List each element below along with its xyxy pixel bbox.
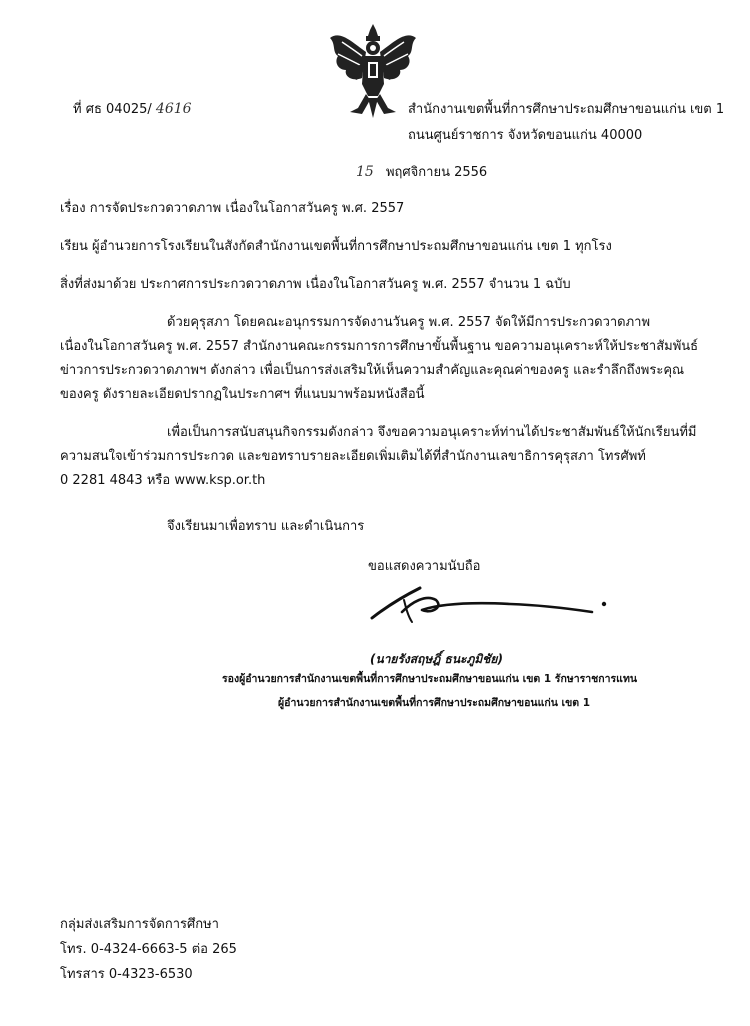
footer-phone: โทร. 0-4324-6663-5 ต่อ 265: [60, 942, 237, 957]
footer-fax: โทรสาร 0-4323-6530: [60, 967, 193, 982]
body-paragraph-2-line-3: 0 2281 4843 หรือ www.ksp.or.th: [60, 473, 266, 488]
document-date: [356, 161, 487, 182]
body-paragraph-1-line-2: เนื่องในโอกาสวันครู พ.ศ. 2557 สำนักงานคณะกรรมการการศึกษาขั้นพื้นฐาน ขอความอนุเคราะห์ให้ประชาสัมพันธ์: [60, 339, 699, 354]
handwritten-signature: [360, 582, 620, 632]
valediction: ขอแสดงความนับถือ: [368, 559, 481, 574]
document-number-prefix: ที่ ศธ 04025/: [73, 102, 152, 117]
body-paragraph-1-line-1: ด้วยคุรุสภา โดยคณะอนุกรรมการจัดงานวันครู พ.ศ. 2557 จัดให้มีการประกวดวาดภาพ: [167, 315, 651, 330]
office-name: สำนักงานเขตพื้นที่การศึกษาประถมศึกษาขอนแก่น เขต 1: [408, 102, 725, 117]
enclosure-line: สิ่งที่ส่งมาด้วย ประกาศการประกวดวาดภาพ เนื่องในโอกาสวันครู พ.ศ. 2557 จำนวน 1 ฉบับ: [60, 277, 571, 292]
body-paragraph-2-line-2: ความสนใจเข้าร่วมการประกวด และขอทราบรายละเอียดเพิ่มเติมได้ที่สำนักงานเลขาธิการคุรุสภา โทรศัพท์: [60, 449, 646, 464]
office-address: ถนนศูนย์ราชการ จังหวัดขอนแก่น 40000: [408, 128, 643, 143]
footer-department: กลุ่มส่งเสริมการจัดการศึกษา: [60, 917, 219, 932]
recipient-line: เรียน ผู้อำนวยการโรงเรียนในสังกัดสำนักงานเขตพื้นที่การศึกษาประถมศึกษาขอนแก่น เขต 1 ทุกโรง: [60, 239, 612, 254]
body-paragraph-1-line-3: ข่าวการประกวดวาดภาพฯ ดังกล่าว เพื่อเป็นการส่งเสริมให้เห็นความสำคัญและคุณค่าของครู และรำลึกถึงพระคุณ: [60, 363, 685, 378]
subject-line: เรื่อง การจัดประกวดวาดภาพ เนื่องในโอกาสวันครู พ.ศ. 2557: [60, 201, 405, 216]
signatory-title-line-1: รองผู้อำนวยการสำนักงานเขตพื้นที่การศึกษาประถมศึกษาขอนแก่น เขต 1 รักษาราชการแทน: [222, 673, 638, 685]
closing-request: จึงเรียนมาเพื่อทราบ และดำเนินการ: [167, 519, 365, 534]
date-month-year: พฤศจิกายน 2556: [385, 165, 488, 180]
body-paragraph-1-line-4: ของครู ดังรายละเอียดปรากฏในประกาศฯ ที่แนบมาพร้อมหนังสือนี้: [60, 387, 425, 402]
body-paragraph-2-line-1: เพื่อเป็นการสนับสนุนกิจกรรมดังกล่าว จึงขอความอนุเคราะห์ท่านได้ประชาสัมพันธ์ให้นักเรียนที่มี: [167, 425, 697, 440]
document-number: [73, 98, 192, 119]
signatory-name: (นายรังสฤษฎิ์ ธนะภูมิชัย): [370, 652, 503, 666]
signatory-title-line-2: ผู้อำนวยการสำนักงานเขตพื้นที่การศึกษาประถมศึกษาขอนแก่น เขต 1: [278, 697, 591, 709]
document-number-handwritten: 4616: [155, 101, 192, 117]
date-day-handwritten: 15: [356, 164, 374, 180]
